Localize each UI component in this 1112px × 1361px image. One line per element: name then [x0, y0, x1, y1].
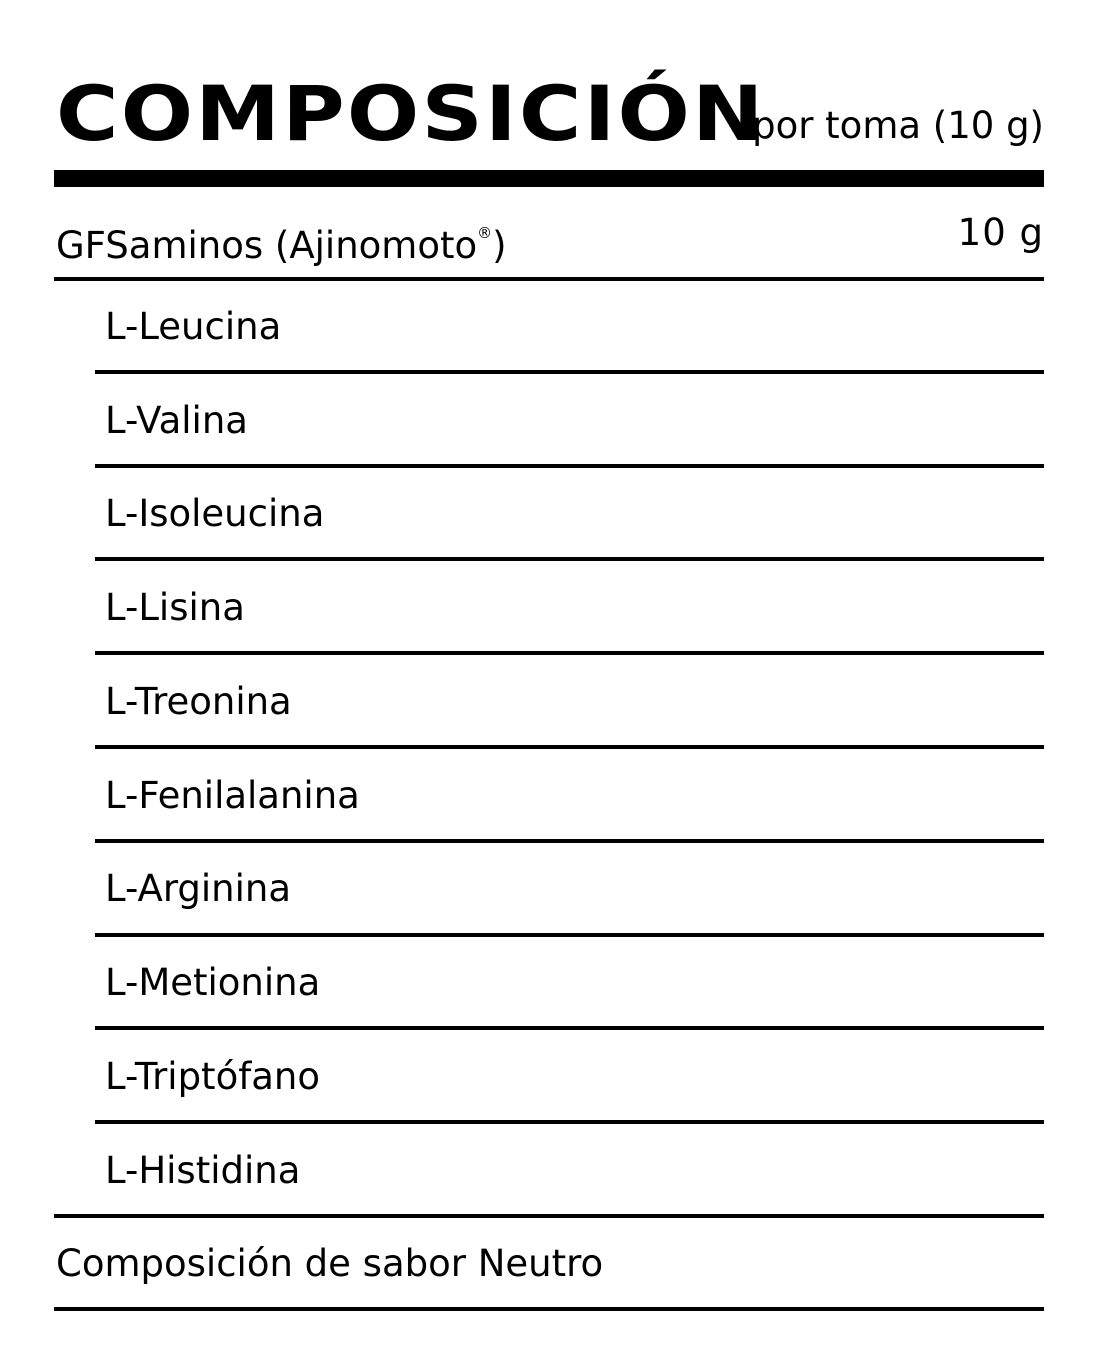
amino-acid-label: L-Lisina — [105, 586, 245, 629]
header-divider — [54, 170, 1044, 187]
main-ingredient-name: GFSaminos (Ajinomoto®) — [56, 224, 507, 267]
list-item — [105, 953, 1005, 1013]
main-ingredient-amount: 10 g — [957, 211, 1044, 254]
list-item — [105, 859, 1005, 919]
row-divider — [95, 933, 1044, 937]
amino-acid-label: L-Histidina — [105, 1149, 301, 1192]
row-divider — [95, 745, 1044, 749]
list-item — [105, 766, 1005, 826]
amino-acid-label: L-Leucina — [105, 305, 282, 348]
list-item — [105, 484, 1005, 544]
amino-acid-label: L-Treonina — [105, 680, 292, 723]
bottom-divider — [54, 1307, 1044, 1311]
serving-size: por toma (10 g) — [752, 104, 1044, 147]
row-divider — [95, 839, 1044, 843]
row-divider — [95, 370, 1044, 374]
amino-acid-label: L-Fenilalanina — [105, 774, 360, 817]
composition-header — [56, 66, 1044, 162]
list-item — [105, 391, 1005, 451]
flavor-label: Composición de sabor Neutro — [56, 1242, 604, 1285]
amino-acid-label: L-Isoleucina — [105, 492, 325, 535]
row-divider — [95, 1026, 1044, 1030]
row-divider — [54, 1214, 1044, 1218]
row-divider — [54, 277, 1044, 281]
amino-acid-label: L-Arginina — [105, 867, 291, 910]
row-divider — [95, 557, 1044, 561]
amino-acid-label: L-Metionina — [105, 961, 321, 1004]
row-divider — [95, 464, 1044, 468]
list-item — [105, 1141, 1005, 1201]
amino-acid-label: L-Triptófano — [105, 1055, 320, 1098]
list-item — [105, 1047, 1005, 1107]
row-divider — [95, 651, 1044, 655]
main-ingredient-row — [56, 203, 1044, 267]
flavor-row — [56, 1234, 1044, 1294]
list-item — [105, 578, 1005, 638]
registered-mark: ® — [477, 224, 493, 242]
amino-acid-label: L-Valina — [105, 399, 248, 442]
page-title: COMPOSICIÓN — [56, 69, 766, 158]
row-divider — [95, 1120, 1044, 1124]
list-item — [105, 672, 1005, 732]
list-item — [105, 297, 1005, 357]
